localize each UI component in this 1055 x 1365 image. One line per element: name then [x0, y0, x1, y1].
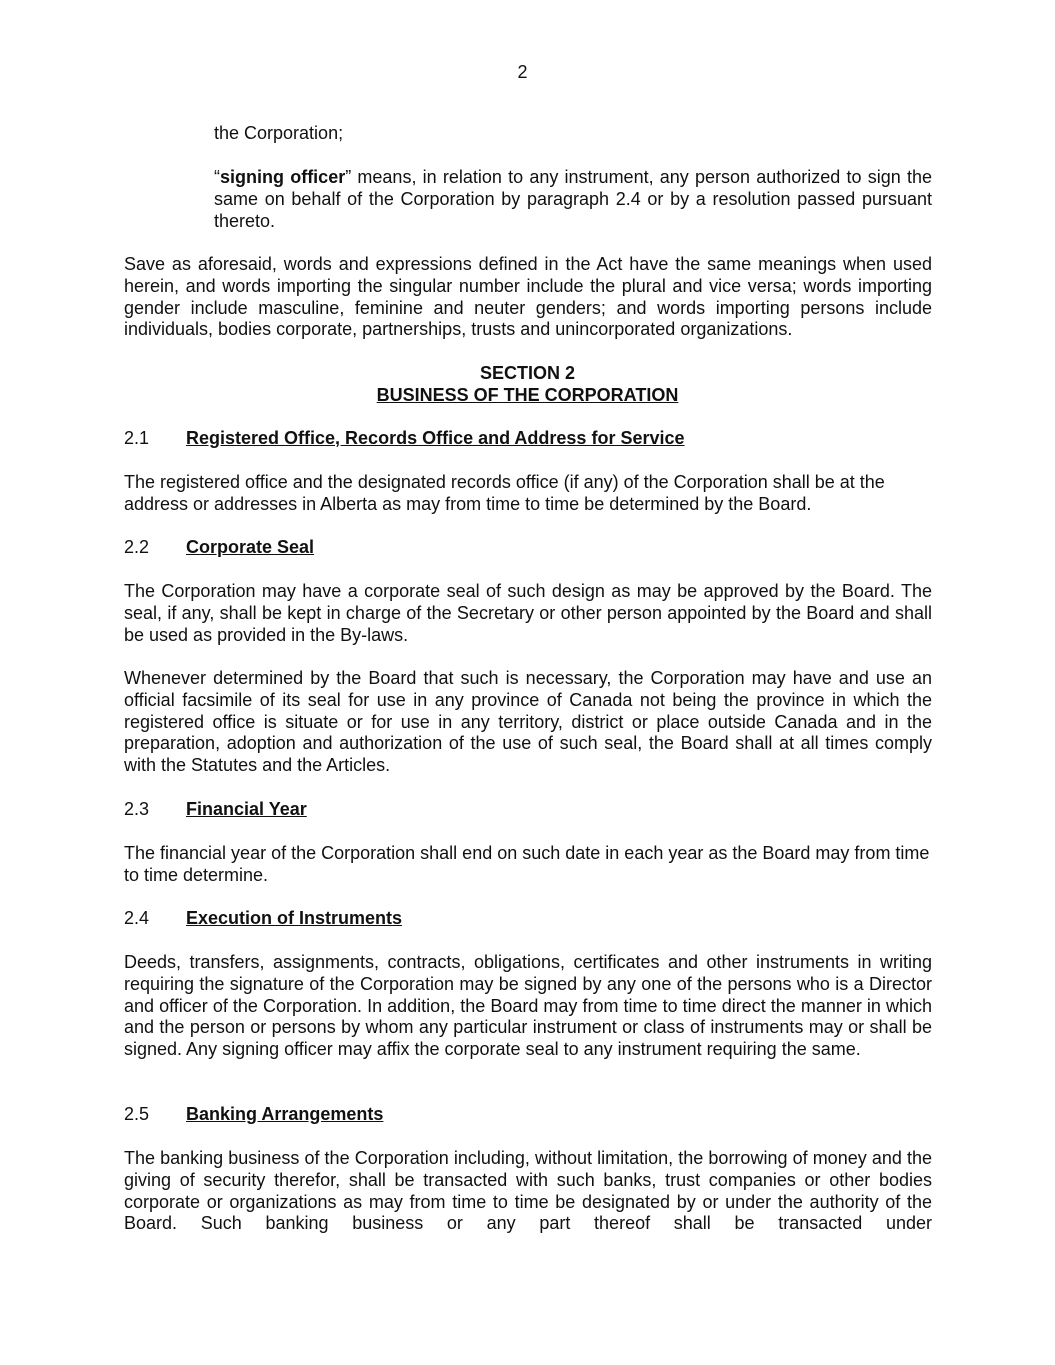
clause-paragraph: Deeds, transfers, assignments, contracts, obligations, certificates and other instruments in writing requiring the signature of the Corporation may be signed by any one of the persons who is a Director and officer of the Corporation. In addition, the Board may from time to time direct the manner in which and the person or persons by whom any particular instrument or class of instruments may or shall be signed. Any signing officer may affix the corporate seal to any instrument requiring the same. — [124, 952, 932, 1060]
section-number: SECTION 2 — [479, 363, 576, 383]
clause-number: 2.1 — [124, 428, 150, 448]
clause-paragraph: The financial year of the Corporation shall end on such date in each year as the Board may from time to time determine. — [124, 843, 930, 885]
definition-text: ” means, in relation to any instrument, any person authorized to sign the same on behalf of the Corporation by paragraph 2.4 or by a resolution passed pursuant thereto. — [214, 167, 932, 231]
open-quote: “ — [214, 167, 220, 187]
page-number: 2 — [517, 62, 528, 82]
clause-title: Financial Year — [186, 799, 307, 819]
clause-title: Corporate Seal — [186, 537, 315, 557]
section-heading — [0, 363, 1055, 407]
definition-tail: the Corporation; — [214, 123, 344, 143]
clause-paragraph: The registered office and the designated records office (if any) of the Corporation shall be at the address or addresses in Alberta as may from time to time be determined by the Board. — [124, 472, 885, 514]
interpretation-paragraph: Save as aforesaid, words and expressions defined in the Act have the same meanings when used herein, and words importing the singular number include the plural and vice versa; words importing gender include masculine, feminine and neuter genders; and words importing persons include individuals, bodies corporate, partnerships, trusts and unincorporated organizations. — [124, 254, 932, 340]
definition-signing-officer — [214, 167, 932, 232]
clause-paragraph: The Corporation may have a corporate seal of such design as may be approved by the Board. The seal, if any, shall be kept in charge of the Secretary or other person appointed by the Board and shall be used as provided in the By-laws. — [124, 581, 932, 645]
clause-heading — [124, 908, 932, 930]
clause-heading — [124, 537, 932, 559]
clause-title: Registered Office, Records Office and Address for Service — [186, 428, 685, 448]
clause-heading — [124, 799, 932, 821]
clause-title: Execution of Instruments — [186, 908, 403, 928]
defined-term: signing officer — [220, 167, 346, 187]
clause-heading — [124, 428, 932, 450]
clause-paragraph: Whenever determined by the Board that such is necessary, the Corporation may have and use an official facsimile of its seal for use in any province of Canada not being the province in which the registered office is situate or for use in any territory, district or place outside Canada and in the preparation, adoption and authorization of the use of such seal, the Board shall at all times comply with the Statutes and the Articles. — [124, 668, 932, 776]
clause-title: Banking Arrangements — [186, 1104, 384, 1124]
clause-paragraph: The banking business of the Corporation including, without limitation, the borrowing of money and the giving of security therefor, shall be transacted with such banks, trust companies or other bodies corporate or organizations as may from time to time be designated by or under the authority of the Board. Such banking business or any part thereof shall be transacted under — [124, 1148, 932, 1234]
clause-number: 2.4 — [124, 908, 150, 928]
section-title: BUSINESS OF THE CORPORATION — [376, 384, 679, 405]
clause-number: 2.5 — [124, 1104, 150, 1124]
clause-heading — [124, 1104, 932, 1126]
clause-number: 2.2 — [124, 537, 150, 557]
clause-number: 2.3 — [124, 799, 150, 819]
